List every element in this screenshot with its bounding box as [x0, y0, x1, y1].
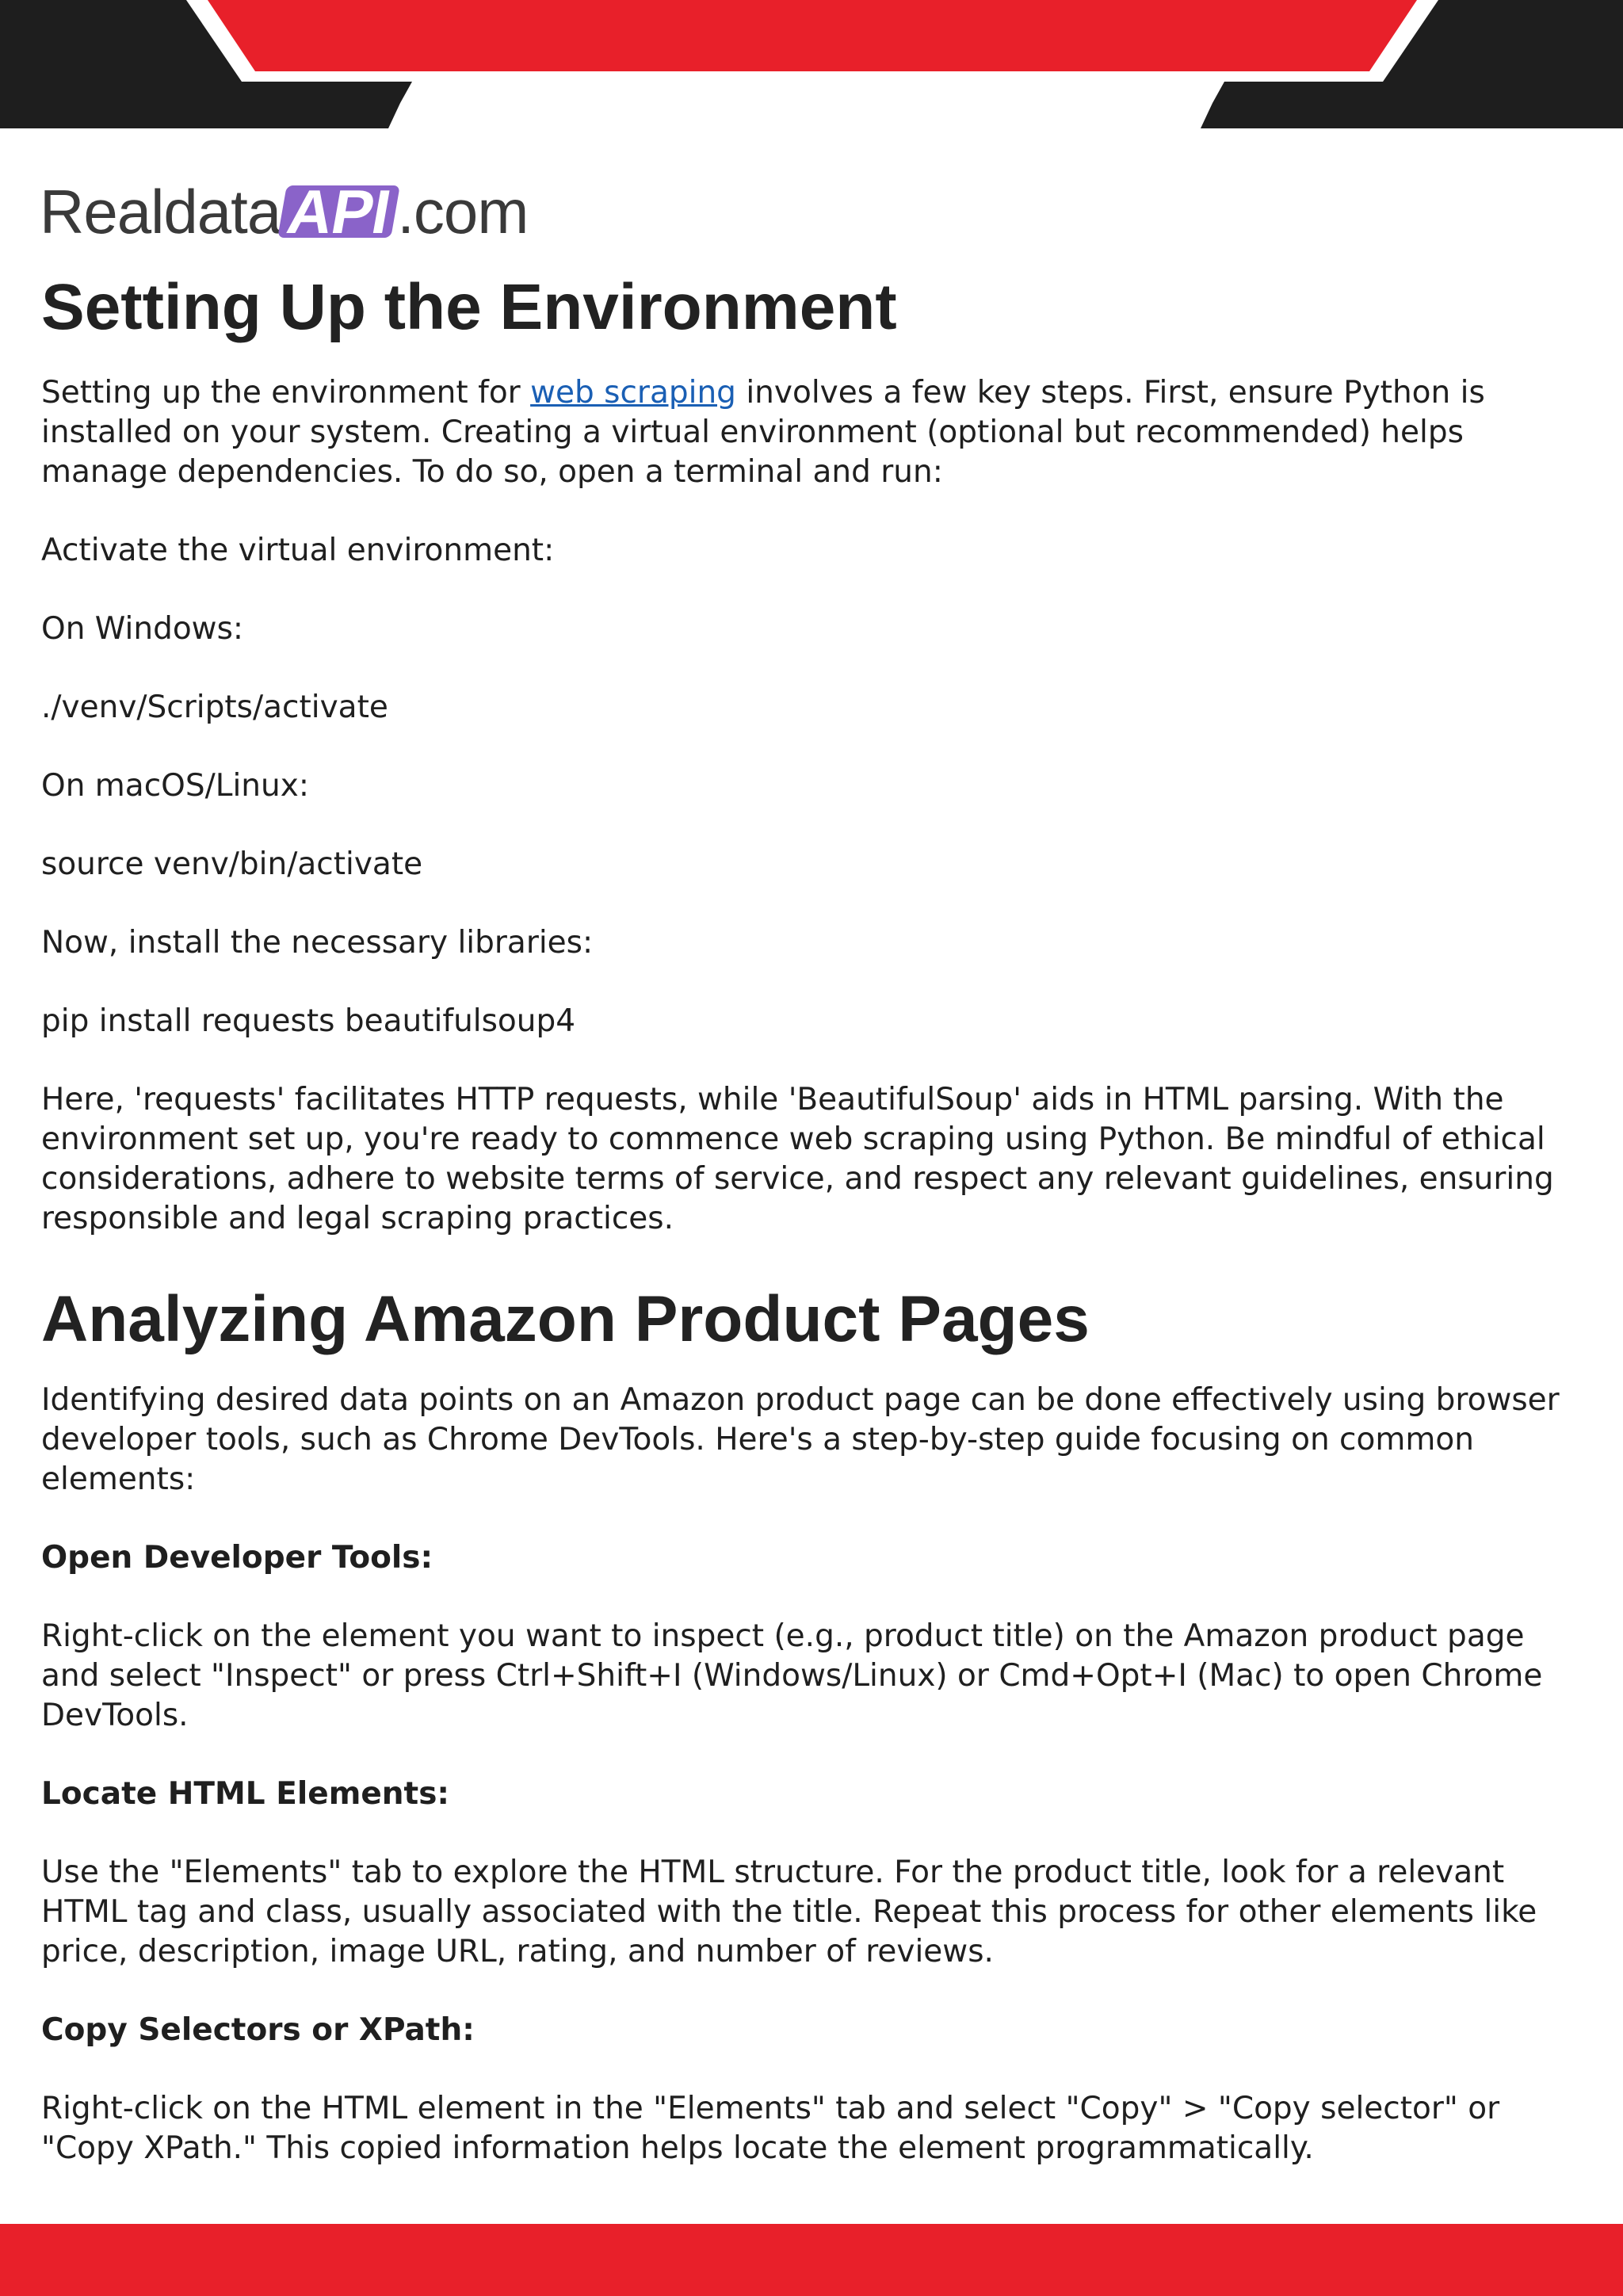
windows-label: On Windows: [41, 611, 244, 647]
intro-text-after-link: involves a few key steps. First, ensure Python is installed on your system. Creating a virtual environment (optional but recommended) helps manage dependencies. To do so, open a terminal and run: [41, 375, 1485, 490]
step-title-open-devtools: Open Developer Tools: [41, 1540, 433, 1576]
logo-text-api: API [277, 185, 400, 238]
mac-label: On macOS/Linux: [41, 768, 309, 804]
amazon-intro-paragraph: Identifying desired data points on an Amazon product page can be done effectively using browser developer tools, such as Chrome DevTools. Here's a step-by-step guide focusing on common elements: [41, 1382, 1560, 1497]
step-body-locate-elements: Use the "Elements" tab to explore the HTML structure. For the product title, look for a relevant HTML tag and class, usually associated with the title. Repeat this process for other elements like price, description, image URL, rating, and number of reviews. [41, 1855, 1537, 1969]
step-body-copy-selectors: Right-click on the HTML element in the "Elements" tab and select "Copy" > "Copy selector" or "Copy XPath." This copied information helps locate the element programmatically. [41, 2091, 1500, 2166]
top-banner-decoration [0, 0, 1623, 135]
bottom-banner-decoration [0, 2224, 1623, 2296]
logo-text-realdata: Realdata [40, 176, 281, 246]
windows-command: ./venv/Scripts/activate [41, 690, 388, 725]
section-heading-environment: Setting Up the Environment [41, 271, 897, 343]
install-label: Now, install the necessary libraries: [41, 925, 594, 961]
activate-env-text: Activate the virtual environment: [41, 533, 555, 568]
environment-closing-paragraph: Here, 'requests' facilitates HTTP requests, while 'BeautifulSoup' aids in HTML parsing. With the environment set up, you're ready to commence web scraping using Python. Be mindful of ethical considerations, adhere to website terms of service, and respect any relevant guidelines, ensuring responsible and legal scraping practices. [41, 1082, 1554, 1236]
web-scraping-link[interactable]: web scraping [530, 375, 736, 411]
logo-text-com: .com [397, 176, 529, 246]
section-heading-amazon: Analyzing Amazon Product Pages [41, 1283, 1090, 1355]
step-title-locate-elements: Locate HTML Elements: [41, 1776, 449, 1812]
brand-logo [40, 176, 528, 247]
install-command: pip install requests beautifulsoup4 [41, 1003, 576, 1039]
intro-text-before-link: Setting up the environment for [41, 375, 531, 411]
step-body-open-devtools: Right-click on the element you want to inspect (e.g., product title) on the Amazon product page and select "Inspect" or press Ctrl+Shift+I (Windows/Linux) or Cmd+Opt+I (Mac) to open Chrome DevTools. [41, 1618, 1543, 1733]
article-content [41, 262, 1587, 2168]
mac-command: source venv/bin/activate [41, 846, 423, 882]
step-title-copy-selectors: Copy Selectors or XPath: [41, 2012, 475, 2048]
environment-intro-paragraph [41, 373, 1587, 492]
